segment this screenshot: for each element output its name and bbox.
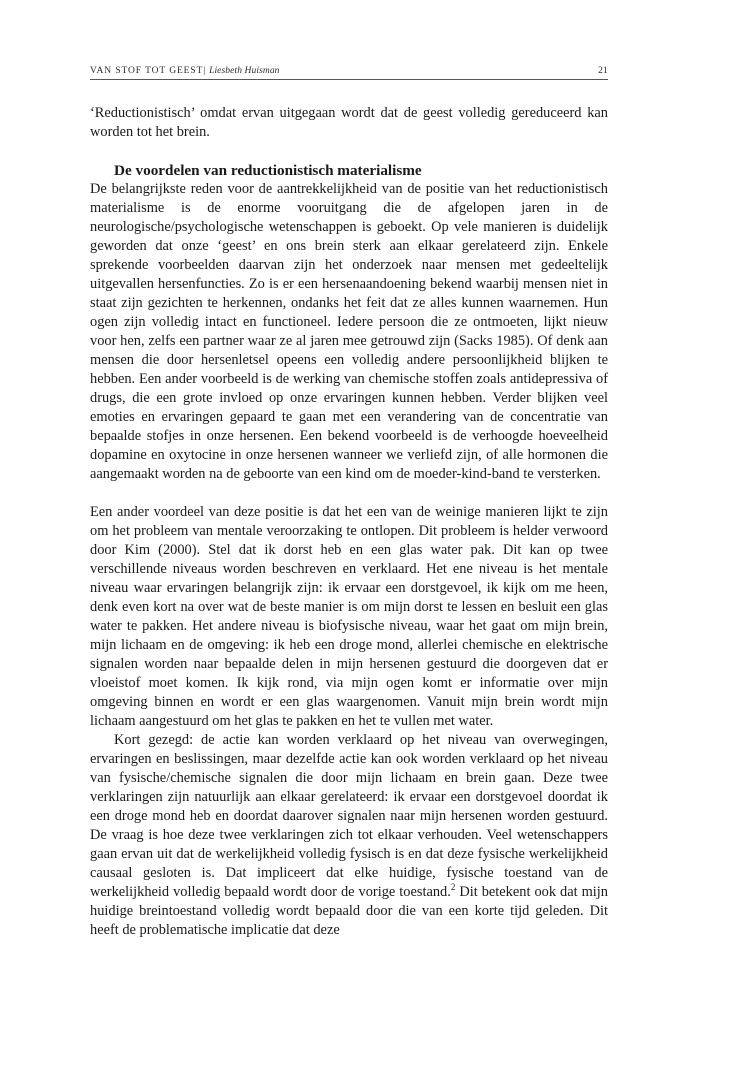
paragraph-3: [90, 731, 608, 940]
book-title: VAN STOF TOT GEEST|: [90, 66, 207, 76]
body-text: [90, 104, 608, 940]
paragraph-2: Een ander voordeel van deze positie is dat het een van de weinige manieren lijkt te zijn om het probleem van mentale veroorzaking te ontlopen. Dit probleem is helder verwoord door Kim (2000). Stel dat ik dorst heb en een glas water pak. Dit kan op twee verschillende niveaus worden beschreven en verklaard. Het ene niveau is het mentale niveau waar ervaringen belangrijk zijn: ik ervaar een dorstgevoel, ik kijk om me heen, denk even kort na over wat de beste manier is om mijn dorst te lessen en besluit een glas water te pakken. Het andere niveau is biofysische niveau, waar het gaat om mijn brein, mijn lichaam en de omgeving: ik heb een droge mond, allerlei chemische en elektrische signalen worden naar bepaalde delen in mijn hersenen gestuurd die doorgeven dat er vloeistof moet komen. Ik kijk rond, via mijn ogen komt er informatie over mijn omgeving binnen en wordt er een glas waargenomen. Vanuit mijn brein wordt mijn lichaam aangestuurd om het glas te pakken en het te vullen met water.: [90, 504, 608, 729]
paragraph-3-continuation: Dit betekent ook dat mijn huidige breintoestand volledig wordt bepaald door die van een korte tijd geleden. Dit heeft de problematische implicatie dat deze: [90, 884, 608, 938]
running-header: [90, 64, 608, 78]
page-number: 21: [598, 66, 608, 76]
footnote-marker[interactable]: 2: [450, 882, 456, 893]
section-heading: De voordelen van reductionistisch materialisme: [114, 162, 422, 179]
header-rule: [90, 79, 608, 80]
author-name: Liesbeth Huisman: [209, 66, 280, 76]
intro-paragraph: ‘Reductionistisch’ omdat ervan uitgegaan wordt dat de geest volledig gereduceerd kan worden tot het brein.: [90, 105, 608, 140]
paragraph-3-text: Kort gezegd: de actie kan worden verklaard op het niveau van overwegingen, ervaringen en beslissingen, maar dezelfde actie kan ook worden verklaard op het niveau van fysische/chemische signalen die door mijn lichaam en brein gaan. Deze twee verklaringen zijn natuurlijk aan elkaar gerelateerd: ik ervaar een dorstgevoel doordat ik een droge mond heb en doordat daarover signalen naar mijn hersenen worden gestuurd. De vraag is hoe deze twee verklaringen zich tot elkaar verhouden. Veel wetenschappers gaan ervan uit dat de werkelijkheid volledig fysisch is en dat deze fysische werkelijkheid causaal gesloten is. Dat impliceert dat elke huidige, fysische toestand van de werkelijkheid volledig bepaald wordt door de vorige toestand.: [90, 732, 608, 900]
paragraph-1: De belangrijkste reden voor de aantrekkelijkheid van de positie van het reductionistisch materialisme is de enorme vooruitgang die de afgelopen jaren in de neurologische/psychologische wetenschappen is geboekt. Op vele manieren is duidelijk geworden dat onze ‘geest’ en ons brein sterk aan elkaar gerelateerd zijn. Enkele sprekende voorbeelden daarvan zijn het onderzoek naar mensen met gedeeltelijk uitgevallen hersenfuncties. Zo is er een hersenaandoening bekend waarbij mensen niet in staat zijn gezichten te herkennen, ondanks het feit dat ze alles kunnen waarnemen. Hun ogen zijn volledig intact en functioneel. Iedere persoon die ze ontmoeten, lijkt nieuw voor hen, zelfs een partner waar ze al jaren mee getrouwd zijn (Sacks 1985). Of denk aan mensen die door hersenletsel opeens een volledig andere persoonlijkheid blijken te hebben. Een ander voorbeeld is de werking van chemische stoffen zoals antidepressiva of drugs, die een grote invloed op onze ervaringen kunnen hebben. Verder blijken veel emoties en ervaringen gepaard te gaan met een verandering van de concentratie van bepaalde stofjes in onze hersenen. Een bekend voorbeeld is de verhoogde hoeveelheid dopamine en oxytocine in onze hersenen wanneer we verliefd zijn, of alle hormonen die aangemaakt worden na de geboorte van een kind om de moeder-kind-band te versterken.: [90, 181, 608, 482]
